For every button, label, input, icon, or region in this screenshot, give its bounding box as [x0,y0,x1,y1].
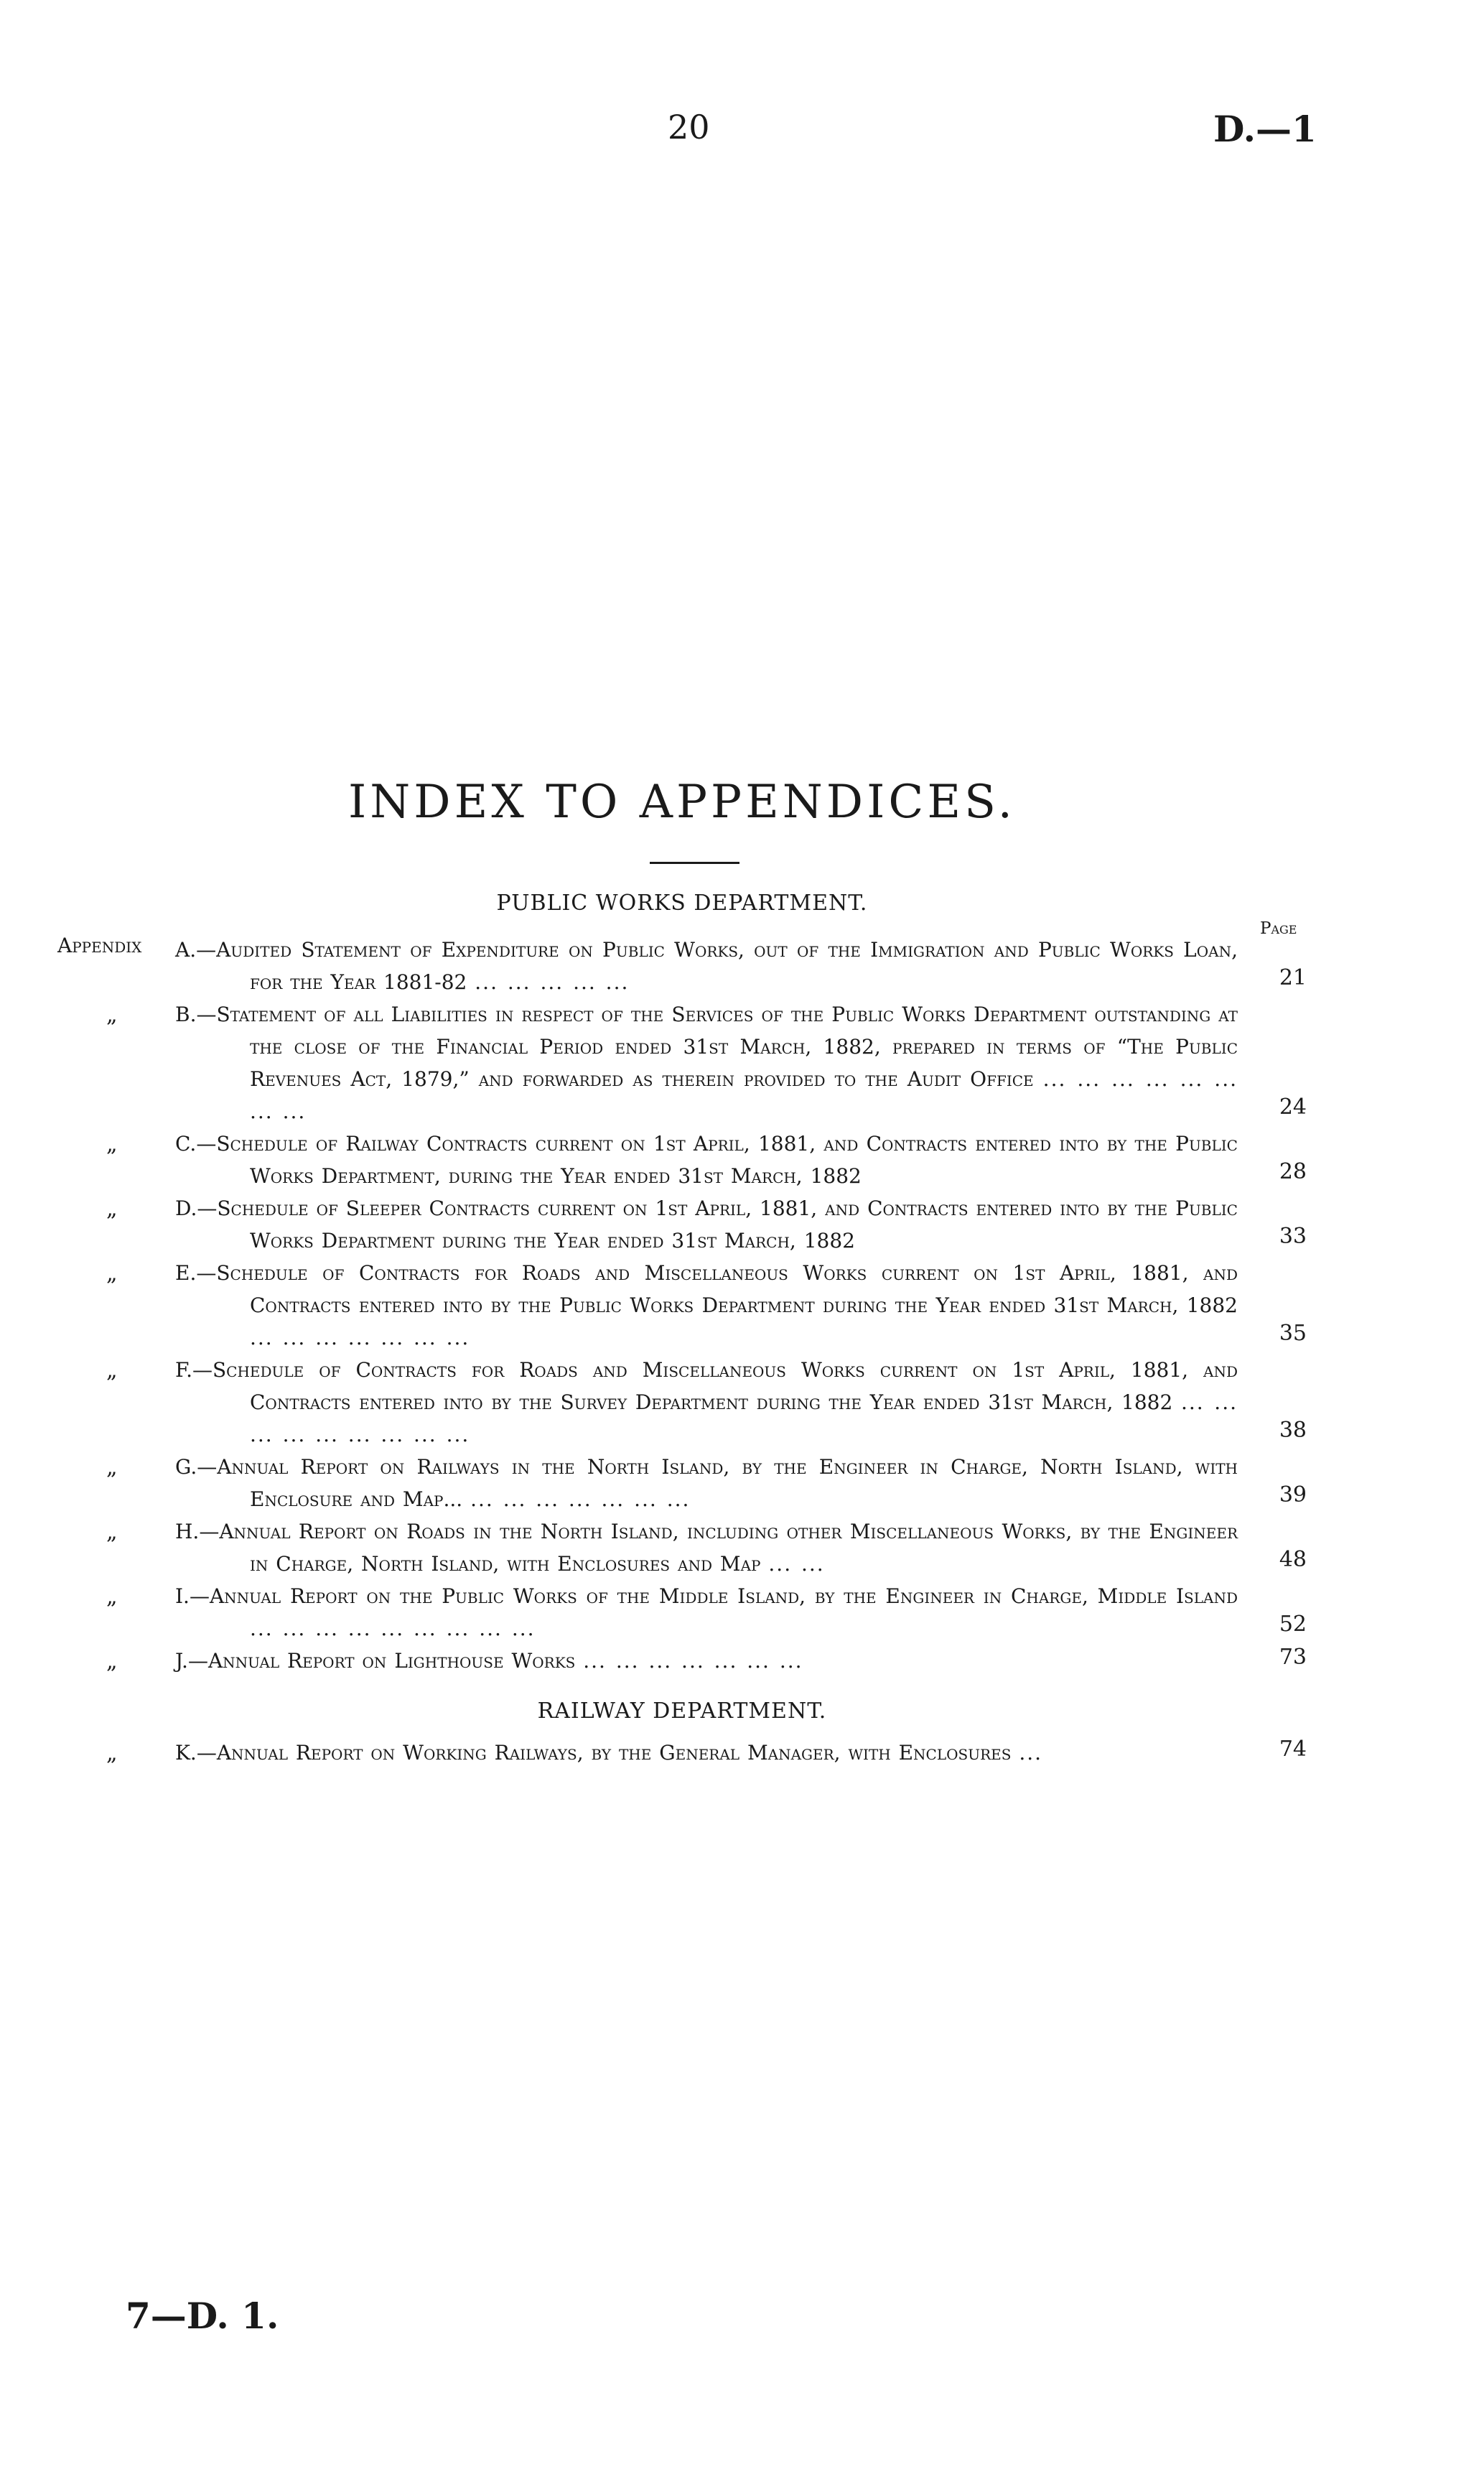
entry-title: F.—Schedule of Contracts for Roads and Miscellaneous Works current on 1st April, 1881, and Contracts entered into by the Survey Department during the Year ended 31st March, 1882 [175,1358,1238,1414]
entry-page-number: 73 [1279,1645,1307,1670]
dot-leaders: ... ... ... ... ... ... ... [250,1326,470,1349]
ditto-mark: „ [106,1584,118,1609]
entry-page-number: 21 [1279,965,1307,990]
ditto-mark: „ [106,1132,118,1157]
dot-leaders: ... ... [768,1552,825,1576]
entry-page-number: 74 [1279,1737,1307,1762]
entry-text [175,1192,1238,1257]
ditto-mark: „ [106,1455,118,1480]
page-column-label: Page [1260,919,1297,938]
entry-text [175,1515,1238,1580]
dot-leaders: ... ... ... ... ... [475,970,630,994]
entry-page-number: 28 [1279,1159,1307,1184]
entry-text [175,1737,1238,1769]
entry-title: G.—Annual Report on Railways in the North Island, by the Engineer in Charge, North Island, with Enclosure and Map... [175,1455,1238,1511]
entry-text [175,934,1238,998]
entry-page-number: 35 [1279,1321,1307,1346]
entry-page-number: 39 [1279,1482,1307,1507]
entry-title: A.—Audited Statement of Expenditure on Public Works, out of the Immigration and Public Works Loan, for the Year 1881-82 [175,938,1238,994]
dot-leaders: ... [1019,1741,1043,1765]
entry-title: I.—Annual Report on the Public Works of the Middle Island, by the Engineer in Charge, Middle Island [175,1584,1238,1608]
entry-text [175,1257,1238,1354]
ditto-mark: „ [106,1358,118,1383]
signature-reference: 7—D. 1. [126,2295,279,2337]
ditto-mark: „ [106,1196,118,1222]
entry-title: B.—Statement of all Liabilities in respect of the Services of the Public Works Department outstanding at the close of the Financial Period ended 31st March, 1882, prepared in terms of “The Public Revenues Act, 1879,” and forwarded as therein provided to the Audit Office [175,1003,1238,1091]
page-number: 20 [668,108,710,147]
document-reference: D.—1 [1213,108,1317,150]
entry-text [175,1128,1238,1192]
title-divider [650,862,739,864]
ditto-mark: „ [106,1520,118,1545]
dot-leaders: ... ... ... ... ... ... ... ... ... [250,1390,1238,1446]
entry-page-number: 38 [1279,1418,1307,1443]
dot-leaders: ... ... ... ... ... ... ... ... [250,1067,1238,1123]
entry-title: E.—Schedule of Contracts for Roads and Miscellaneous Works current on 1st April, 1881, and Contracts entered into by the Public Works Department during the Year ended 31st March, 1882 [175,1261,1238,1317]
entry-page-number: 52 [1279,1612,1307,1637]
ditto-mark: „ [106,1003,118,1028]
entry-page-number: 24 [1279,1095,1307,1120]
entry-title: K.—Annual Report on Working Railways, by the General Manager, with Enclosures [175,1741,1012,1765]
appendix-prefix: Appendix [57,934,142,957]
entry-text [175,1451,1238,1515]
entry-text [175,1580,1238,1645]
section-heading-railway: RAILWAY DEPARTMENT. [537,1698,827,1724]
entry-text [175,1354,1238,1451]
section-heading-public-works: PUBLIC WORKS DEPARTMENT. [496,891,868,916]
ditto-mark: „ [106,1741,118,1766]
page-title: INDEX TO APPENDICES. [348,776,1016,829]
entry-page-number: 33 [1279,1224,1307,1249]
dot-leaders: ... ... ... ... ... ... ... ... ... [250,1617,536,1640]
entry-title: J.—Annual Report on Lighthouse Works [175,1649,576,1673]
ditto-mark: „ [106,1649,118,1674]
entry-text [175,1645,1238,1677]
entry-page-number: 48 [1279,1547,1307,1572]
entry-title: C.—Schedule of Railway Contracts current on 1st April, 1881, and Contracts entered into by the Public Works Department, during the Year ended 31st March, 1882 [175,1132,1238,1188]
ditto-mark: „ [106,1261,118,1286]
entry-text [175,998,1238,1128]
dot-leaders: ... ... ... ... ... ... ... [583,1649,803,1673]
dot-leaders: ... ... ... ... ... ... ... [470,1487,691,1511]
entry-title: D.—Schedule of Sleeper Contracts current on 1st April, 1881, and Contracts entered into by the Public Works Department during the Year ended 31st March, 1882 [175,1196,1238,1253]
entry-title: H.—Annual Report on Roads in the North Island, including other Miscellaneous Works, by the Engineer in Charge, North Island, with Enclosures and Map [175,1520,1238,1576]
